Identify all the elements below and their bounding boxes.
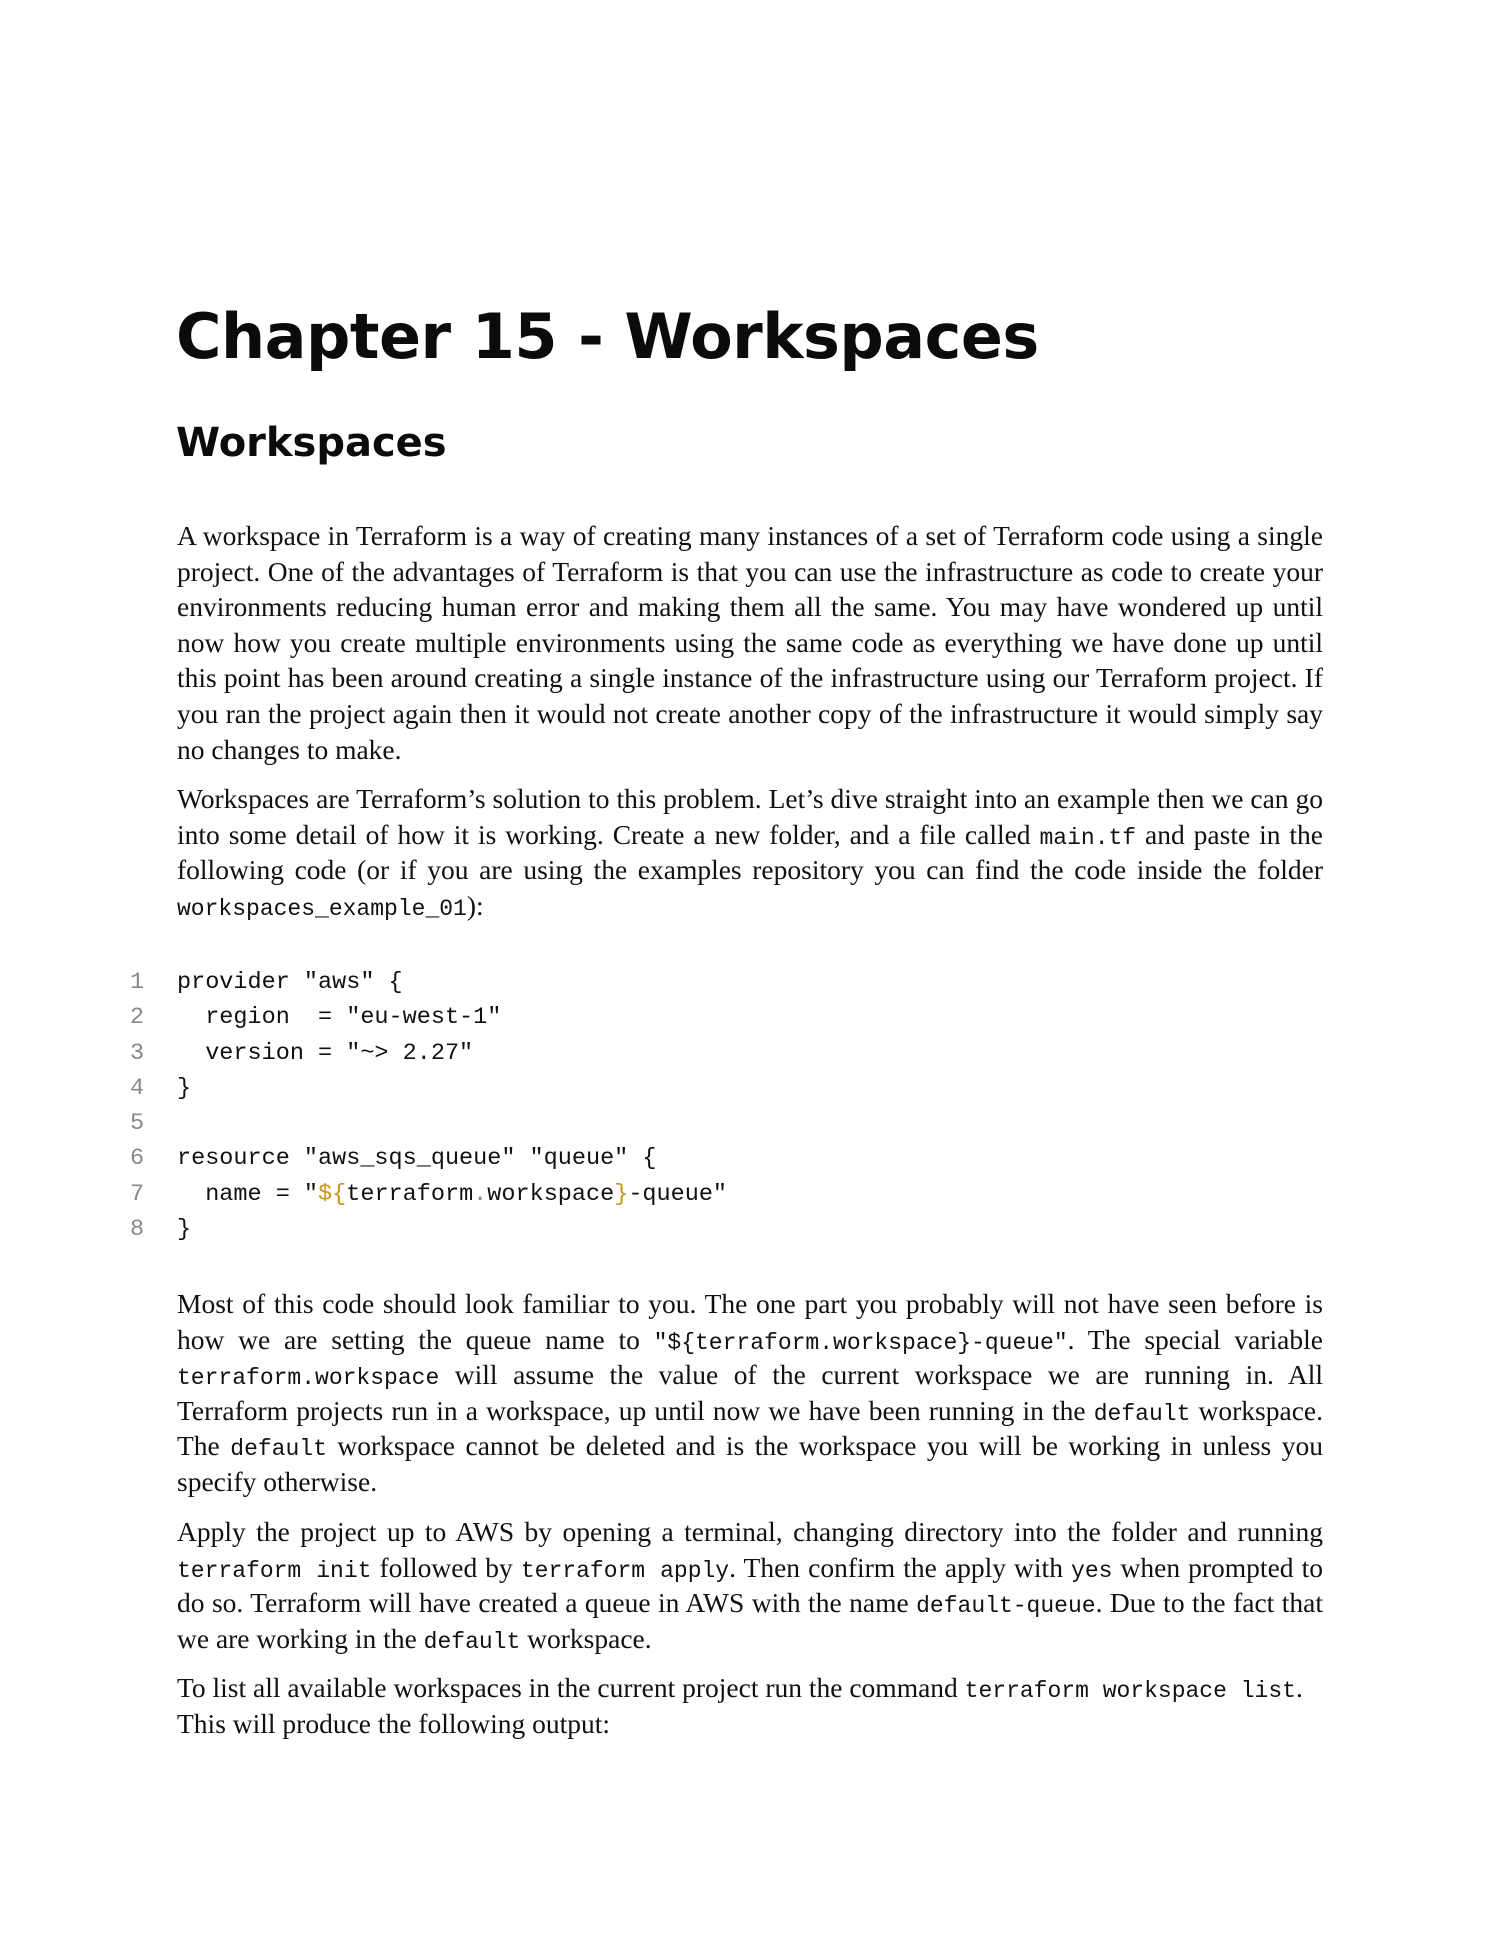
text: To list all available workspaces in the current project run the command bbox=[177, 1672, 965, 1703]
text: when prompted to do so. Terraform will have created a queue in AWS with the name bbox=[177, 1551, 1323, 1619]
line-number: 5 bbox=[130, 1110, 145, 1138]
inline-code: terraform.workspace bbox=[177, 1365, 440, 1392]
code-line bbox=[130, 1036, 727, 1071]
inline-code: default bbox=[230, 1436, 327, 1463]
code-line bbox=[130, 1212, 727, 1247]
code-text: provider "aws" { bbox=[177, 969, 403, 996]
line-number: 4 bbox=[130, 1074, 145, 1102]
line-number: 7 bbox=[130, 1180, 145, 1208]
inline-code: default-queue bbox=[916, 1593, 1096, 1620]
interpolation-close: } bbox=[614, 1180, 629, 1208]
code-text: resource "aws_sqs_queue" "queue" { bbox=[177, 1145, 657, 1173]
inline-code: default bbox=[423, 1628, 521, 1655]
text: . This will produce the following output: bbox=[177, 1672, 1303, 1739]
interpolation-open: ${ bbox=[318, 1180, 347, 1208]
line-number: 8 bbox=[130, 1216, 145, 1244]
inline-code: terraform workspace list bbox=[964, 1678, 1296, 1704]
code-line bbox=[130, 1106, 727, 1141]
paragraph-example-intro bbox=[177, 781, 1323, 923]
line-number: 6 bbox=[130, 1145, 145, 1173]
line-number: 2 bbox=[130, 1004, 145, 1032]
inline-code: terraform init bbox=[177, 1557, 372, 1584]
inline-code: terraform apply bbox=[520, 1557, 730, 1584]
text: workspace cannot be deleted and is the workspace you will be working in unless you specify otherwise. bbox=[177, 1430, 1323, 1497]
code-text: } bbox=[177, 1074, 192, 1102]
code-line bbox=[130, 1177, 727, 1212]
text: Apply the project up to AWS by opening a terminal, changing directory into the folder and running bbox=[177, 1516, 1323, 1547]
text: . Due to the fact that we are working in the bbox=[177, 1587, 1323, 1654]
code-text bbox=[177, 1177, 727, 1212]
code-segment: . bbox=[473, 1180, 488, 1208]
code-line bbox=[130, 965, 727, 1000]
paragraph-apply bbox=[177, 1514, 1323, 1656]
text: will assume the value of the current workspace we are running in. All Terraform projects run in a workspace, up until now we have been running in the bbox=[177, 1359, 1323, 1426]
code-line bbox=[130, 1141, 727, 1176]
inline-code: "${terraform.workspace}-queue" bbox=[653, 1329, 1068, 1356]
code-segment: -queue" bbox=[628, 1180, 728, 1208]
section-title: Workspaces bbox=[176, 420, 447, 466]
code-text: region = "eu-west-1" bbox=[177, 1004, 502, 1032]
inline-code: workspaces_example_01 bbox=[177, 895, 467, 922]
paragraph-intro: A workspace in Terraform is a way of creating many instances of a set of Terraform code using a single project. One of the advantages of Terraform is that you can use the infrastructure as code to create your environments reducing human error and making them all the same. You may have wondered up until now how you create multiple environments using the same code as everything we have done up until this point has been around creating a single instance of the infrastructure using our Terraform project. If you ran the project again then it would not create another copy of the infrastructure it would simply say no changes to make. bbox=[177, 520, 1323, 765]
text: workspace. The bbox=[177, 1394, 1323, 1462]
code-segment: terraform bbox=[346, 1180, 474, 1208]
paragraph-explanation bbox=[177, 1286, 1323, 1500]
code-segment: workspace bbox=[487, 1180, 615, 1208]
code-segment: name = " bbox=[177, 1180, 319, 1208]
code-text: } bbox=[177, 1216, 192, 1244]
code-block bbox=[130, 965, 727, 1247]
text: . The special variable bbox=[1067, 1323, 1323, 1355]
code-text: version = "~> 2.27" bbox=[177, 1039, 474, 1067]
inline-code: main.tf bbox=[1039, 824, 1137, 851]
text: and paste in the following code (or if you are using the examples repository you can find the code inside the folder bbox=[177, 818, 1323, 886]
text: . Then confirm the apply with bbox=[729, 1551, 1072, 1583]
text: workspace. bbox=[520, 1622, 652, 1654]
chapter-title: Chapter 15 - Workspaces bbox=[176, 300, 1039, 373]
code-line bbox=[130, 1000, 727, 1035]
text: Most of this code should look familiar to you. The one part you probably will not have seen before is how we are setting the queue name to bbox=[177, 1288, 1323, 1355]
line-number: 3 bbox=[130, 1039, 145, 1067]
inline-code: default bbox=[1093, 1400, 1191, 1427]
text: followed by bbox=[371, 1551, 521, 1583]
code-line bbox=[130, 1071, 727, 1106]
line-number: 1 bbox=[130, 969, 145, 996]
text: ): bbox=[466, 889, 484, 921]
inline-code: yes bbox=[1071, 1557, 1113, 1584]
text: Workspaces are Terraform’s solution to this problem. Let’s dive straight into an example then we can go into some detail of how it is working. Create a new folder, and a file called bbox=[177, 783, 1323, 850]
paragraph-list bbox=[177, 1670, 1323, 1741]
